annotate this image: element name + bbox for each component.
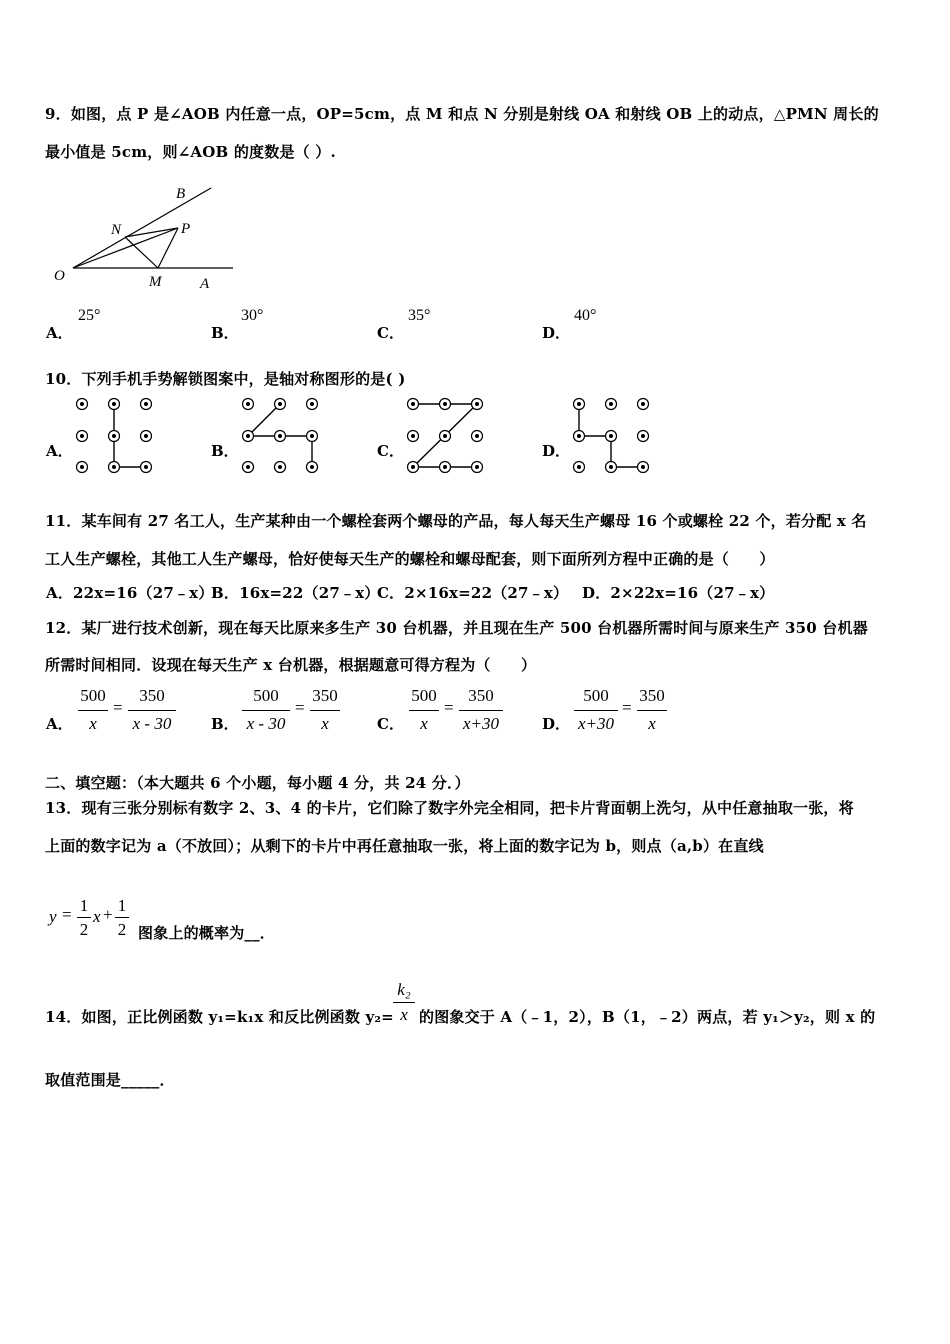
q9-option-b-value: 30° — [241, 307, 264, 324]
unlock-dot-center — [609, 402, 613, 406]
q12-option-c-letter: C． — [377, 715, 404, 733]
q14-prefix: 14．如图，正比例函数 y₁=k₁x 和反比例函数 y₂= — [45, 1008, 394, 1026]
unlock-dot-center — [411, 465, 415, 469]
q12-c-right-fraction: 350 x+30 — [459, 686, 503, 736]
q12-c-equals: = — [444, 698, 454, 717]
unlock-dot-center — [112, 434, 116, 438]
q11-stem-line2: 工人生产螺栓，其他工人生产螺母，恰好使每天生产的螺栓和螺母配套，则下面所列方程中正确的是（ ） — [45, 550, 775, 568]
section-2-heading: 二、填空题：（本大题共 6 个小题，每小题 4 分，共 24 分．） — [45, 774, 470, 792]
q10-option-d-letter: D． — [542, 442, 571, 460]
unlock-dot-center — [475, 434, 479, 438]
label-A: A — [200, 276, 210, 292]
q10-stem: 10．下列手机手势解锁图案中，是轴对称图形的是( ) — [45, 370, 406, 388]
q10-pattern-a — [72, 396, 152, 476]
q12-d-left-fraction: 500 x+30 — [574, 686, 618, 736]
q9-option-c-value: 35° — [408, 307, 431, 324]
q13-fraction-1: 1 2 — [77, 896, 91, 942]
unlock-dot-center — [577, 465, 581, 469]
q9-option-d-letter: D． — [542, 324, 571, 342]
q10-option-b-letter: B． — [211, 442, 239, 460]
q9-option-d-value: 40° — [574, 307, 597, 324]
q12-d-equals: = — [622, 698, 632, 717]
q14-suffix: 的图象交于 A（﹣1，2），B（1，﹣2）两点，若 y₁＞y₂，则 x 的 — [419, 1008, 876, 1026]
q13-formula-x: x — [93, 907, 101, 926]
unlock-dot-center — [641, 465, 645, 469]
q9-stem-line1: 9．如图，点 P 是∠AOB 内任意一点，OP=5cm，点 M 和点 N 分别是射线 OA 和射线 OB 上的动点，△PMN 周长的 — [45, 105, 879, 123]
q11-option-c: C．2×16x=22（27﹣x） — [377, 584, 569, 602]
q12-option-d-letter: D． — [542, 715, 571, 733]
q13-formula-equals: = — [62, 905, 72, 924]
unlock-dot-center — [278, 402, 282, 406]
q12-b-right-fraction: 350 x — [310, 686, 340, 736]
unlock-dot-center — [411, 402, 415, 406]
unlock-dot-center — [112, 402, 116, 406]
unlock-dot-center — [278, 434, 282, 438]
unlock-dot-center — [641, 434, 645, 438]
label-N: N — [111, 222, 122, 238]
q12-a-left-fraction: 500 x — [78, 686, 108, 736]
unlock-dot-center — [144, 402, 148, 406]
unlock-dot-center — [443, 434, 447, 438]
unlock-dot-center — [475, 402, 479, 406]
unlock-dot-center — [144, 465, 148, 469]
q12-stem-line2: 所需时间相同．设现在每天生产 x 台机器，根据题意可得方程为（ ） — [45, 656, 537, 674]
unlock-dot-center — [278, 465, 282, 469]
unlock-dot-center — [443, 402, 447, 406]
unlock-dot-center — [609, 465, 613, 469]
unlock-dot-center — [310, 434, 314, 438]
q10-option-c-letter: C． — [377, 442, 404, 460]
unlock-dot-center — [475, 465, 479, 469]
q12-d-right-fraction: 350 x — [637, 686, 667, 736]
q10-option-a-letter: A． — [46, 442, 73, 460]
unlock-dot-center — [411, 434, 415, 438]
q9-option-a-value: 25° — [78, 307, 101, 324]
q13-fraction-2: 1 2 — [115, 896, 129, 942]
q10-pattern-c — [403, 396, 483, 476]
unlock-dot-center — [246, 465, 250, 469]
q12-stem-line1: 12．某厂进行技术创新，现在每天比原来多生产 30 台机器，并且现在生产 500 台机器所需时间与原来生产 350 台机器 — [45, 619, 868, 637]
q14-k2-over-x: k₂ x — [393, 980, 415, 1030]
q12-a-equals: = — [113, 698, 123, 717]
unlock-dot-center — [246, 434, 250, 438]
q12-option-a-letter: A． — [46, 715, 73, 733]
q12-a-right-fraction: 350 x - 30 — [128, 686, 176, 736]
label-M: M — [149, 274, 162, 290]
unlock-dot-center — [577, 402, 581, 406]
unlock-dot-center — [112, 465, 116, 469]
q9-option-a-letter: A． — [46, 324, 73, 342]
q12-b-left-fraction: 500 x - 30 — [242, 686, 290, 736]
unlock-dot-center — [80, 465, 84, 469]
q11-option-b: B．16x=22（27﹣x） — [211, 584, 380, 602]
label-O: O — [54, 268, 65, 284]
q11-stem-line1: 11．某车间有 27 名工人，生产某种由一个螺栓套两个螺母的产品，每人每天生产螺母 16 个或螺栓 22 个，若分配 x 名 — [45, 512, 867, 530]
unlock-dot-center — [246, 402, 250, 406]
q9-option-b-letter: B． — [211, 324, 239, 342]
q9-stem-line2: 最小值是 5cm，则∠AOB 的度数是（ ）. — [45, 143, 336, 161]
q9-option-c-letter: C． — [377, 324, 404, 342]
q13-tail: 图象上的概率为__． — [138, 924, 276, 942]
q13-formula-plus: + — [103, 905, 113, 924]
q14-line2: 取值范围是_____． — [45, 1071, 175, 1089]
label-B: B — [176, 186, 186, 202]
q9-geometry-figure — [50, 182, 250, 292]
q12-option-b-letter: B． — [211, 715, 239, 733]
q11-option-a: A．22x=16（27﹣x） — [46, 584, 214, 602]
q10-pattern-d — [569, 396, 649, 476]
q10-pattern-b — [238, 396, 318, 476]
q12-c-left-fraction: 500 x — [409, 686, 439, 736]
q13-stem-line1: 13．现有三张分别标有数字 2、3、4 的卡片，它们除了数字外完全相同，把卡片背面朝上洗匀，从中任意抽取一张，将 — [45, 799, 854, 817]
unlock-dot-center — [80, 402, 84, 406]
label-P: P — [181, 221, 191, 237]
q11-option-d: D．2×22x=16（27﹣x） — [582, 584, 775, 602]
q13-formula-y: y — [49, 907, 57, 926]
q12-b-equals: = — [295, 698, 305, 717]
unlock-dot-center — [310, 465, 314, 469]
unlock-dot-center — [144, 434, 148, 438]
unlock-dot-center — [641, 402, 645, 406]
unlock-dot-center — [310, 402, 314, 406]
unlock-dot-center — [577, 434, 581, 438]
unlock-dot-center — [443, 465, 447, 469]
unlock-dot-center — [80, 434, 84, 438]
q13-stem-line2: 上面的数字记为 a（不放回）；从剩下的卡片中再任意抽取一张，将上面的数字记为 b，则点（a,b）在直线 — [45, 837, 764, 855]
unlock-dot-center — [609, 434, 613, 438]
